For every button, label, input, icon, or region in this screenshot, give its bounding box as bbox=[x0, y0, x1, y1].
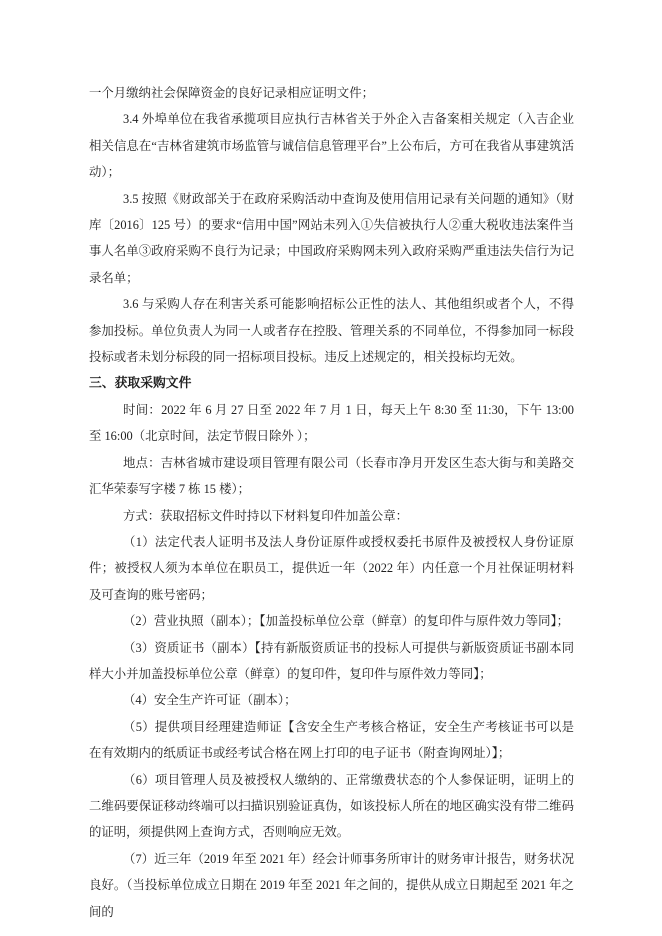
para-3-5-credit-record-requirements: 3.5 按照《财政部关于在政府采购活动中查询及使用信用记录有关问题的通知》（财库〔2016〕125 号）的要求“信用中国”网站未列入①失信被执行人②重大税收违法案件当事人名单③政府采购不良行为记录；中国政府采购网未列入政府采购严重违法失信行为记录名单； bbox=[89, 191, 574, 285]
para-item-3-qualification-certificate: （3）资质证书（副本）【持有新版资质证书的投标人可提供与新版资质证书副本同样大小并加盖投标单位公章（鲜章）的复印件，复印件与原件效力等同】； bbox=[89, 640, 574, 681]
para-item-2-business-license: （2）营业执照（副本）；【加盖投标单位公章（鲜章）的复印件与原件效力等同】； bbox=[123, 614, 570, 629]
heading-section-3-obtain-procurement-documents: 三、获取采购文件 bbox=[89, 376, 192, 391]
para-item-4-safety-production-license: （4）安全生产许可证（副本）； bbox=[123, 693, 297, 708]
para-item-5-constructor-certificate: （5）提供项目经理建造师证【含安全生产考核合格证，安全生产考核证书可以是在有效期内的纸质证书或经考试合格在网上打印的电子证书（附查询网址）】； bbox=[89, 719, 574, 761]
para-3-4-out-of-town-units-filing: 3.4 外埠单位在我省承揽项目应执行吉林省关于外企入吉备案相关规定（入吉企业相关信息在“吉林省建筑市场监管与诚信信息管理平台”上公布后，方可在我省从事建筑活动）； bbox=[89, 112, 574, 180]
para-time: 时间：2022 年 6 月 27 日至 2022 年 7 月 1 日，每天上午 8:30 至 11:30，下午 13:00 至 16:00（北京时间，法定节假日除外 ）； bbox=[89, 402, 574, 444]
para-item-6-personal-insurance-proof: （6）项目管理人员及被授权人缴纳的、正常缴费状态的个人参保证明，证明上的二维码要保证移动终端可以扫描识别验证真伪，如该投标人所在的地区确实没有带二维码的证明，须提供网上查询方式，否则响应无效。 bbox=[89, 772, 574, 840]
para-location: 地点：吉林省城市建设项目管理有限公司（长春市净月开发区生态大街与和美路交汇华荣泰写字楼 7 栋 15 楼）； bbox=[89, 455, 574, 497]
para-3-6-conflict-of-interest-rule: 3.6 与采购人存在利害关系可能影响招标公正性的法人、其他组织或者个人，不得参加投标。单位负责人为同一人或者存在控股、管理关系的不同单位，不得参加同一标段投标或者未划分标段的同一招标项目投标。违反上述规定的，相关投标均无效。 bbox=[89, 297, 574, 365]
document-body bbox=[89, 80, 574, 925]
para-continuation-social-insurance-proof: 一个月缴纳社会保障资金的良好记录相应证明文件； bbox=[89, 86, 374, 100]
para-method: 方式：获取招标文件时持以下材料复印件加盖公章： bbox=[123, 508, 408, 523]
para-item-1-legal-representative-certificate: （1）法定代表人证明书及法人身份证原件或授权委托书原件及被授权人身份证原件；被授权人须为本单位在职员工，提供近一年（2022 年）内任意一个月社保证明材料及可查询的账号密码； bbox=[89, 534, 574, 602]
para-item-7-financial-audit-report: （7）近三年（2019 年至 2021 年）经会计师事务所审计的财务审计报告，财务状况良好。（当投标单位成立日期在 2019 年至 2021 年之间的，提供从成立日期起至 2021 年之间的 bbox=[89, 851, 574, 919]
